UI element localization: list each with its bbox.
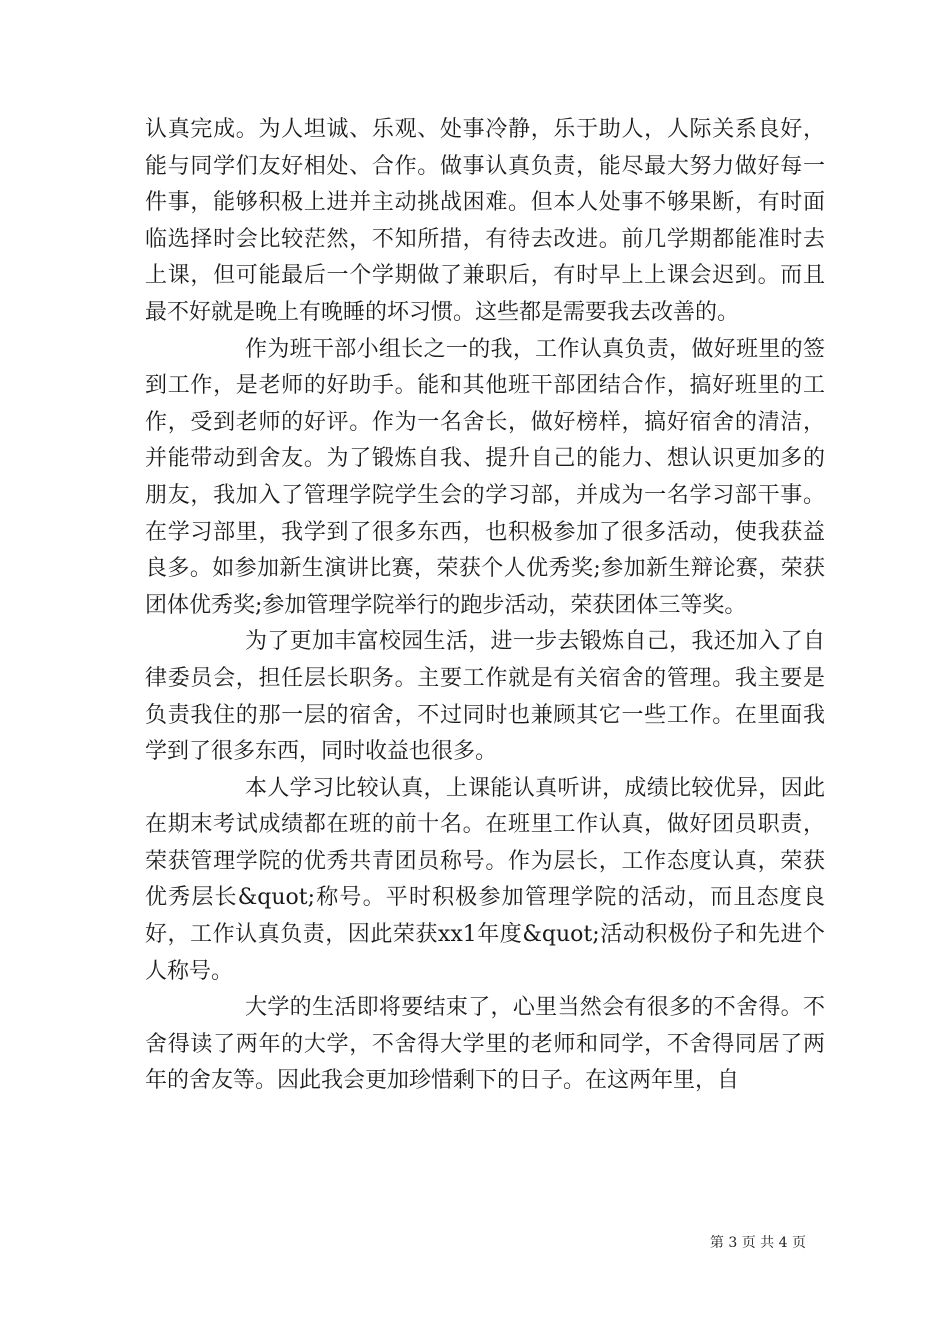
paragraph-5: 大学的生活即将要结束了，心里当然会有很多的不舍得。不舍得读了两年的大学，不舍得大学里的老师和同学，不舍得同居了两年的舍友等。因此我会更加珍惜剩下的日子。在这两年里，自 bbox=[145, 995, 825, 1094]
paragraph-3: 为了更加丰富校园生活，进一步去锻炼自己，我还加入了自律委员会，担任层长职务。主要工作就是有关宿舍的管理。我主要是负责我住的那一层的宿舍，不过同时也兼顾其它一些工作。在里面我学到了很多东西，同时收益也很多。 bbox=[145, 629, 825, 765]
paragraph-2: 作为班干部小组长之一的我，工作认真负责，做好班里的签到工作，是老师的好助手。能和其他班干部团结合作，搞好班里的工作，受到老师的好评。作为一名舍长，做好榜样，搞好宿舍的清洁，并能带动到舍友。为了锻炼自我、提升自己的能力、想认识更加多的朋友，我加入了管理学院学生会的学习部，并成为一名学习部干事。在学习部里，我学到了很多东西，也积极参加了很多活动，使我获益良多。如参加新生演讲比赛，荣获个人优秀奖;参加新生辩论赛，荣获团体优秀奖;参加管理学院举行的跑步活动，荣获团体三等奖。 bbox=[145, 336, 825, 618]
body-text bbox=[145, 112, 825, 1100]
page-footer: 第 3 页 共 4 页 bbox=[709, 1235, 806, 1251]
paragraph-1: 认真完成。为人坦诚、乐观、处事冷静，乐于助人，人际关系良好，能与同学们友好相处、合作。做事认真负责，能尽最大努力做好每一件事，能够积极上进并主动挑战困难。但本人处事不够果断，有时面临选择时会比较茫然，不知所措，有待去改进。前几学期都能准时去上课，但可能最后一个学期做了兼职后，有时早上上课会迟到。而且最不好就是晚上有晚睡的坏习惯。这些都是需要我去改善的。 bbox=[145, 117, 825, 325]
paragraph-4: 本人学习比较认真，上课能认真听讲，成绩比较优异，因此在期末考试成绩都在班的前十名。在班里工作认真，做好团员职责，荣获管理学院的优秀共青团员称号。作为层长，工作态度认真，荣获优秀层长&quot;称号。平时积极参加管理学院的活动，而且态度良好，工作认真负责，因此荣获xx1年度&quot;活动积极份子和先进个人称号。 bbox=[145, 775, 825, 984]
